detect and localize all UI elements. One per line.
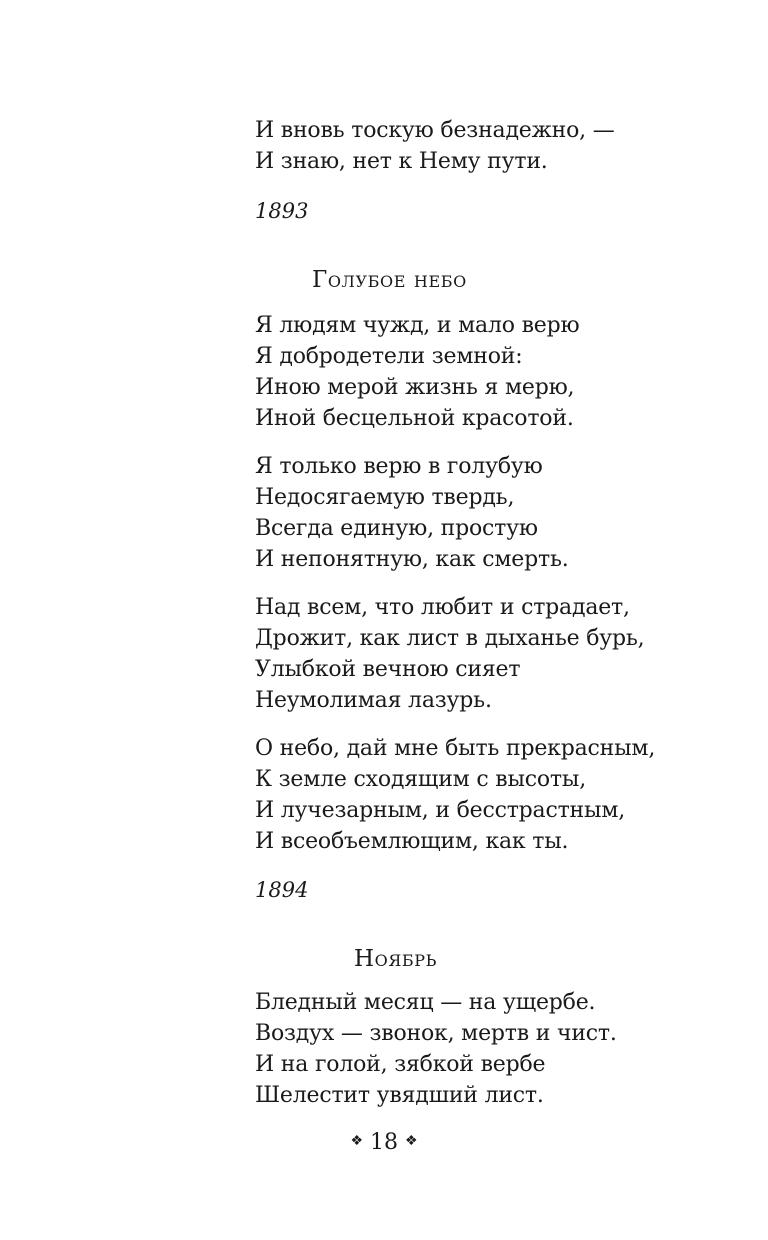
verse-line: Воздух — звонок, мертв и чист. (255, 1021, 617, 1046)
verse-line: О небо, дай мне быть прекрасным, (255, 736, 656, 761)
verse-line: И лучезарным, и бесстрастным, (255, 798, 626, 823)
ornament-right-icon: ❖ (405, 1133, 418, 1149)
verse-line: Я только верю в голубую (255, 454, 543, 479)
verse-line: Недосягаемую твердь, (255, 485, 515, 510)
verse-line: Я людям чужд, и мало верю (255, 313, 580, 338)
verse-line: И знаю, нет к Нему пути. (255, 149, 548, 174)
verse-line: Иною мерой жизнь я мерю, (255, 375, 575, 400)
page-footer (0, 1128, 768, 1158)
verse-line: Улыбкой вечною сияет (255, 657, 521, 682)
verse-line: Бледный месяц — на ущербе. (255, 990, 596, 1015)
page-number: 18 (370, 1130, 398, 1155)
verse-line: Шелестит увядший лист. (255, 1083, 544, 1108)
verse-line: И вновь тоскую безнадежно, — (255, 118, 615, 143)
verse-line: И всеобъемлющим, как ты. (255, 829, 569, 854)
verse-line: Я добродетели земной: (255, 344, 523, 369)
verse-line: Всегда единую, простую (255, 516, 538, 541)
verse-line: Над всем, что любит и страдает, (255, 595, 630, 620)
verse-line: Неумолимая лазурь. (255, 688, 492, 713)
poem-title: Ноябрь (354, 946, 438, 972)
verse-line: К земле сходящим с высоты, (255, 767, 587, 792)
poem-year: 1893 (255, 199, 309, 223)
verse-line: Иной бесцельной красотой. (255, 406, 574, 431)
verse-line: И непонятную, как смерть. (255, 547, 569, 572)
verse-line: Дрожит, как лист в дыханье бурь, (255, 626, 645, 651)
poem-year: 1894 (255, 878, 309, 902)
poem-title: Голубое небо (312, 267, 467, 293)
verse-line: И на голой, зябкой вербе (255, 1052, 546, 1077)
ornament-left-icon: ❖ (350, 1133, 363, 1149)
